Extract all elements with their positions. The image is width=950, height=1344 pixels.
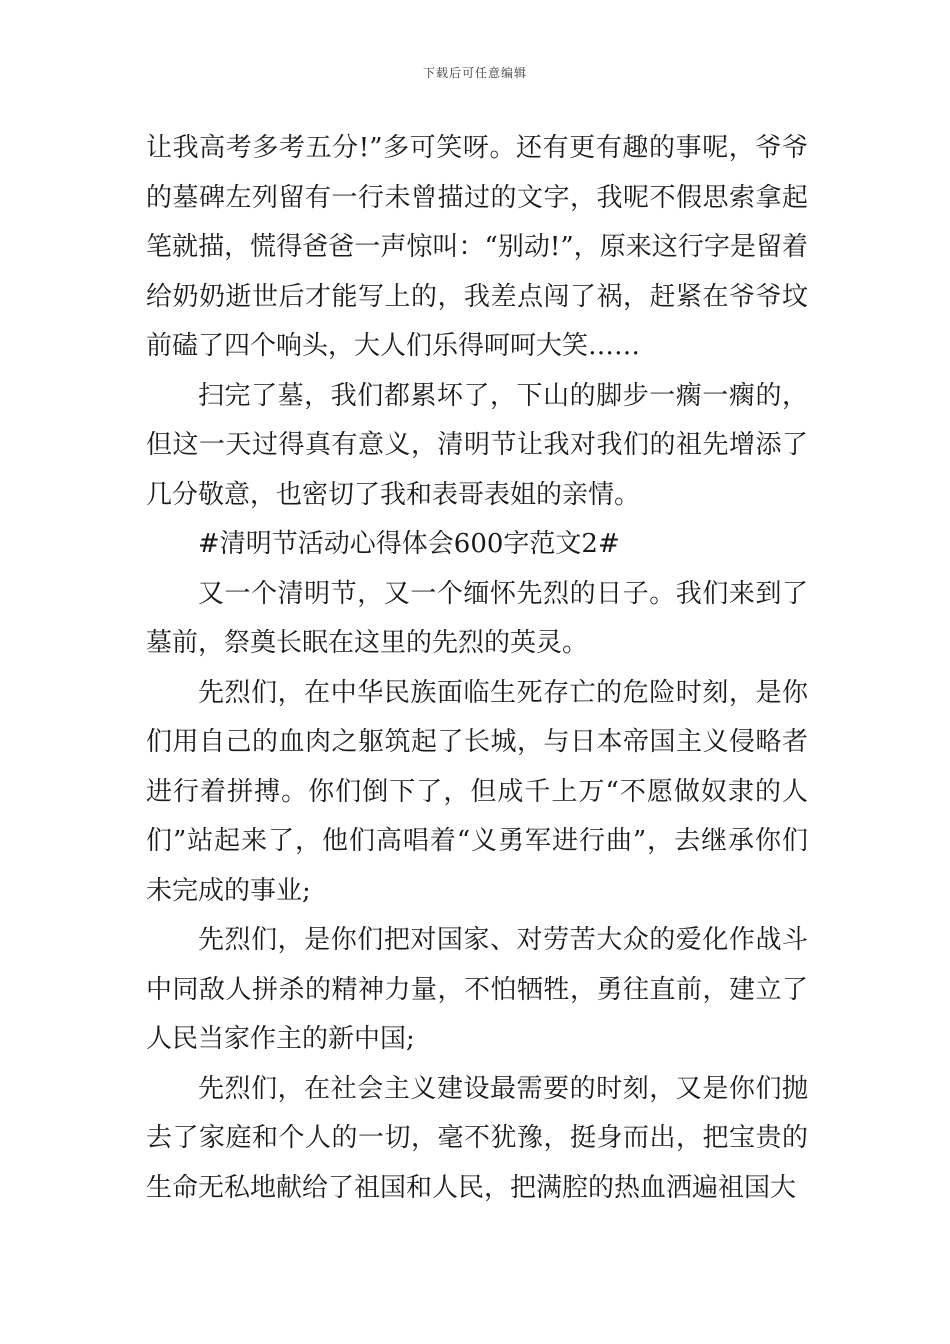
paragraph: 先烈们，是你们把对国家、对劳苦大众的爱化作战斗中同敌人拼杀的精神力量，不怕牺牲，勇往直前，建立了人民当家作主的新中国; — [146, 925, 808, 1054]
paragraph-continued: 让我高考多考五分!”多可笑呀。还有更有趣的事呢，爷爷的墓碑左列留有一行未曾描过的文字，我呢不假思索拿起笔就描，慌得爸爸一声惊叫：“别动!”，原来这行字是留着给奶奶逝世后才能写上的，我差点闯了祸，赶紧在爷爷坟前磕了四个响头，大人们乐得呵呵大笑…… — [146, 133, 808, 361]
page-header: 下载后可任意编辑 — [422, 66, 527, 80]
section-heading: #清明节活动心得体会600字范文2# — [198, 529, 620, 559]
paragraph: 又一个清明节，又一个缅怀先烈的日子。我们来到了墓前，祭奠长眠在这里的先烈的英灵。 — [146, 578, 808, 658]
paragraph: 先烈们，在社会主义建设最需要的时刻，又是你们抛去了家庭和个人的一切，毫不犹豫，挺身而出，把宝贵的生命无私地献给了祖国和人民，把满腔的热血洒遍祖国大 — [146, 1073, 808, 1203]
paragraph: 先烈们，在中华民族面临生死存亡的危险时刻，是你们用自己的血肉之躯筑起了长城，与日本帝国主义侵略者进行着拼搏。你们倒下了，但成千上万“不愿做奴隶的人们”站起来了，他们高唱着“义勇军进行曲”，去继承你们未完成的事业; — [146, 677, 808, 906]
document-body — [146, 124, 808, 1213]
paragraph: 扫完了墓，我们都累坏了，下山的脚步一瘸一瘸的，但这一天过得真有意义，清明节让我对我们的祖先增添了几分敬意，也密切了我和表哥表姐的亲情。 — [146, 380, 808, 510]
